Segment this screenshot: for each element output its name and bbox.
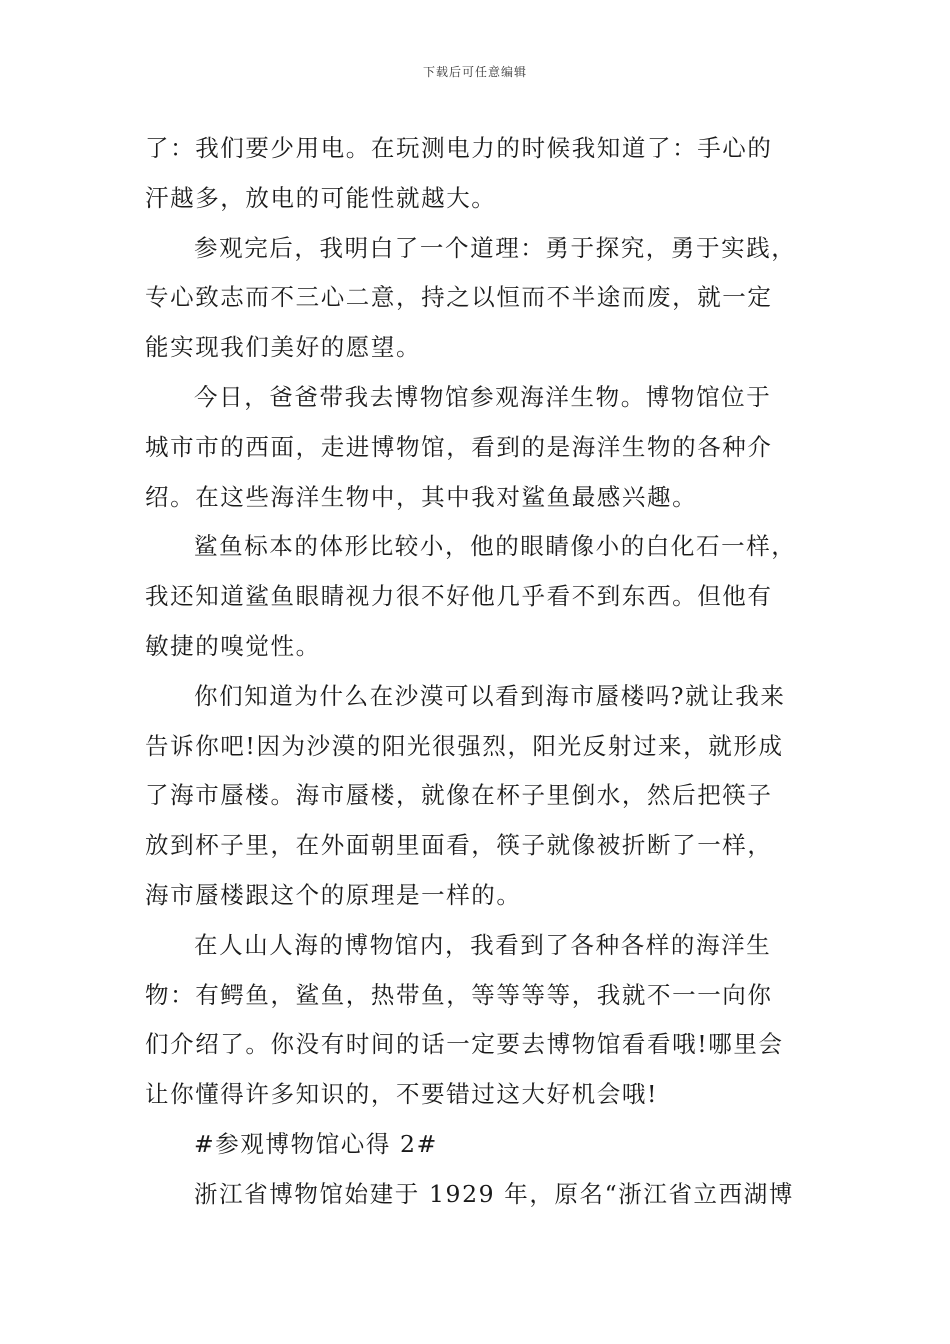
text-line: 了海市蜃楼。海市蜃楼，就像在杯子里倒水，然后把筷子 [145, 781, 773, 810]
paragraph-start-line: 浙江省博物馆始建于 1929 年，原名“浙江省立西湖博 [194, 1179, 794, 1208]
section-heading: #参观博物馆心得 2# [194, 1129, 438, 1158]
text-line: 敏捷的嗅觉性。 [145, 631, 321, 660]
paragraph-start-line: 在人山人海的博物馆内，我看到了各种各样的海洋生 [194, 930, 772, 959]
text-line: 让你懂得许多知识的，不要错过这大好机会哦! [145, 1080, 659, 1109]
text-line: 海市蜃楼跟这个的原理是一样的。 [145, 880, 522, 909]
text-line: 了：我们要少用电。在玩测电力的时候我知道了：手心的 [145, 134, 773, 162]
paragraph-start-line: 你们知道为什么在沙漠可以看到海市蜃楼吗?就让我来 [194, 681, 786, 710]
document-body [145, 124, 835, 1220]
text-line: 能实现我们美好的愿望。 [145, 333, 422, 362]
text-line: 我还知道鲨鱼眼睛视力很不好他几乎看不到东西。但他有 [145, 582, 773, 611]
text-line: 们介绍了。你没有时间的话一定要去博物馆看看哦!哪里会 [145, 1030, 784, 1059]
paragraph-start-line: 今日，爸爸带我去博物馆参观海洋生物。博物馆位于 [194, 382, 772, 411]
text-line: 物：有鳄鱼，鲨鱼，热带鱼，等等等等，我就不一一向你 [145, 980, 773, 1009]
paragraph-start-line: 鲨鱼标本的体形比较小，他的眼睛像小的白化石一样， [194, 532, 797, 561]
text-line: 绍。在这些海洋生物中，其中我对鲨鱼最感兴趣。 [145, 482, 698, 511]
page-header-note: 下载后可任意编辑 [422, 65, 527, 79]
text-line: 城市市的西面，走进博物馆，看到的是海洋生物的各种介 [145, 432, 773, 461]
text-line: 专心致志而不三心二意，持之以恒而不半途而废，就一定 [145, 283, 773, 312]
text-line: 告诉你吧!因为沙漠的阳光很强烈，阳光反射过来，就形成 [145, 731, 784, 760]
paragraph-start-line: 参观完后，我明白了一个道理：勇于探究，勇于实践， [194, 233, 797, 262]
text-line: 汗越多，放电的可能性就越大。 [145, 183, 497, 212]
text-line: 放到杯子里，在外面朝里面看，筷子就像被折断了一样， [145, 831, 773, 860]
